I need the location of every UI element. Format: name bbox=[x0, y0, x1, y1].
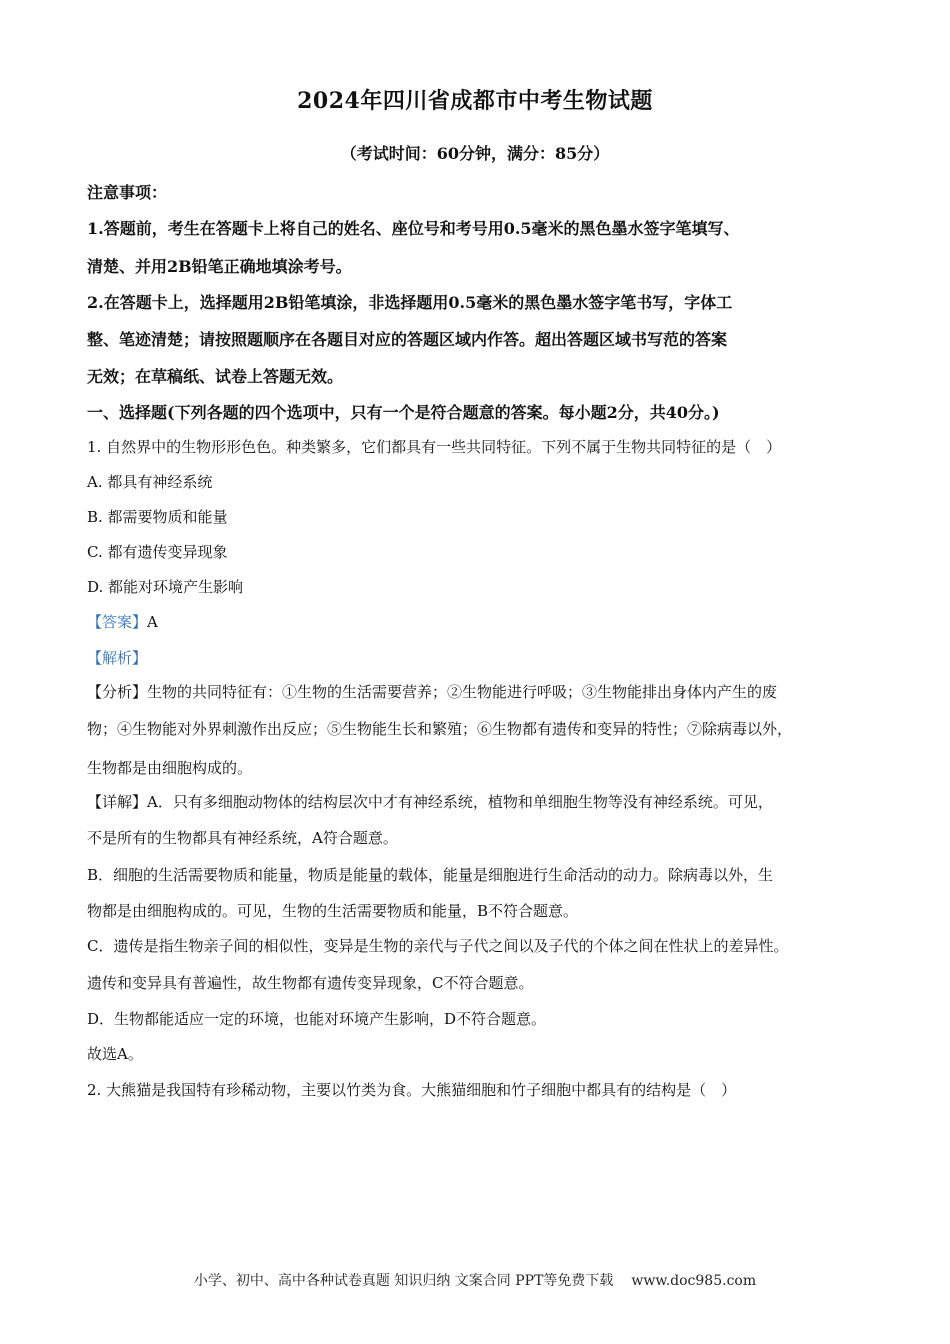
explanation-line: C．遗传是指生物亲子间的相似性，变异是生物的亲代与子代之间以及子代的个体之间在性状上的差异性。 bbox=[87, 937, 789, 955]
notice-line: 整、笔迹清楚；请按照题顺序在各题目对应的答题区域内作答。超出答题区域书写范的答案 bbox=[87, 330, 728, 349]
explanation-line: B．细胞的生活需要物质和能量，物质是能量的载体，能量是细胞进行生命活动的动力。除病毒以外，生 bbox=[87, 866, 774, 884]
section-heading: 一、选择题(下列各题的四个选项中，只有一个是符合题意的答案。每小题2分，共40分。) bbox=[87, 403, 720, 422]
explanation-line: 故选A。 bbox=[87, 1045, 143, 1063]
notice-line: 1.答题前，考生在答题卡上将自己的姓名、座位号和考号用0.5毫米的黑色墨水签字笔填写、 bbox=[87, 219, 740, 238]
exam-info: （考试时间：60分钟，满分：85分） bbox=[340, 144, 610, 163]
option-d: D. 都能对环境产生影响 bbox=[87, 578, 244, 596]
notice-heading: 注意事项： bbox=[87, 183, 168, 202]
explanation-line: 【分析】生物的共同特征有：①生物的生活需要营养；②生物能进行呼吸；③生物能排出身体内产生的废 bbox=[87, 683, 778, 701]
footer-link[interactable]: www.doc985.com bbox=[631, 1273, 757, 1289]
question-1-stem: 1. 自然界中的生物形形色色。种类繁多，它们都具有一些共同特征。下列不属于生物共同特征的是（ ） bbox=[87, 438, 782, 456]
explanation-line: 生物都是由细胞构成的。 bbox=[87, 759, 253, 777]
answer-line bbox=[87, 611, 867, 632]
notice-line: 清楚、并用2B铅笔正确地填涂考号。 bbox=[87, 257, 352, 276]
footer bbox=[0, 1270, 950, 1290]
explanation-line: 物都是由细胞构成的。可见，生物的生活需要物质和能量，B不符合题意。 bbox=[87, 902, 579, 920]
answer-value: A bbox=[147, 613, 158, 631]
notice-line: 无效；在草稿纸、试卷上答题无效。 bbox=[87, 367, 344, 386]
explanation-line: 不是所有的生物都具有神经系统，A符合题意。 bbox=[87, 829, 398, 847]
answer-tag: 【答案】 bbox=[87, 613, 148, 631]
explanation-line: 【详解】A．只有多细胞动物体的结构层次中才有神经系统，植物和单细胞生物等没有神经系统。可见， bbox=[87, 793, 773, 811]
explanation-line: 遗传和变异具有普遍性，故生物都有遗传变异现象，C不符合题意。 bbox=[87, 974, 534, 992]
notice-line: 2.在答题卡上，选择题用2B铅笔填涂，非选择题用0.5毫米的黑色墨水签字笔书写，字体工 bbox=[87, 293, 733, 312]
option-a: A. 都具有神经系统 bbox=[87, 473, 213, 491]
explanation-line: 物；④生物能对外界刺激作出反应；⑤生物能生长和繁殖；⑥生物都有遗传和变异的特性；⑦除病毒以外， bbox=[87, 720, 793, 738]
option-c: C. 都有遗传变异现象 bbox=[87, 543, 228, 561]
question-2-stem: 2. 大熊猫是我国特有珍稀动物，主要以竹类为食。大熊猫细胞和竹子细胞中都具有的结构是（ ） bbox=[87, 1081, 737, 1099]
option-b: B. 都需要物质和能量 bbox=[87, 508, 228, 526]
footer-text: 小学、初中、高中各种试卷真题 知识归纳 文案合同 PPT等免费下载 bbox=[193, 1273, 614, 1289]
page-title: 2024年四川省成都市中考生物试题 bbox=[297, 88, 653, 114]
analysis-tag: 【解析】 bbox=[87, 649, 148, 667]
explanation-line: D．生物都能适应一定的环境，也能对环境产生影响，D不符合题意。 bbox=[87, 1010, 547, 1028]
